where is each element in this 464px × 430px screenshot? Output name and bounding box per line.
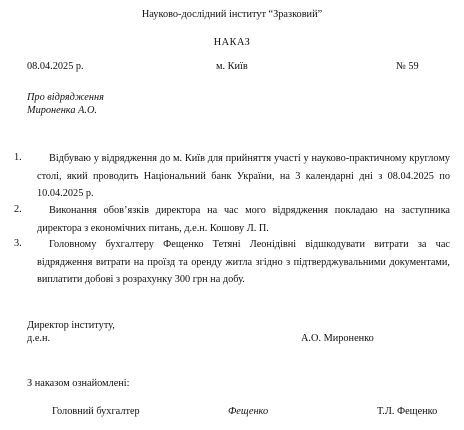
acknowledged-role: Головний бухгалтер [52, 406, 140, 417]
item-text: Головному бухгалтеру Фещенко Тетяні Леонідівні відшкодувати витрати за час відрядження витрати на проїзд та оренду житла згідно з підтверджувальними документами, виплатити добові з розрахунку 300 грн на добу. [37, 239, 450, 285]
signer-name: А.О. Мироненко [301, 333, 374, 344]
item-number: 1. [14, 152, 22, 163]
item-number: 3. [14, 238, 22, 249]
institute-name: Науково-дослідний інститут “Зразковий” [141, 9, 323, 20]
item-text: Відбуваю у відрядження до м. Київ для прийняття участі у науково-практичному круглому столі, який проводить Національний банк України, на 3 календарні дні з 08.04.2025 по 10.04.2025 р. [37, 153, 450, 199]
acknowledged-name: Т.Л. Фещенко [377, 406, 438, 417]
signer-degree: д.е.н. [27, 333, 51, 344]
document-title: НАКАЗ [213, 37, 251, 48]
item-number: 2. [14, 204, 22, 215]
item-text: Виконання обов’язків директора на час мого відрядження покладаю на заступника директора з економічних питань, д.е.н. Кошову Л. П. [37, 205, 450, 234]
subject-line-1: Про відрядження [27, 92, 104, 103]
acknowledged-heading: З наказом ознайомлені: [27, 378, 130, 389]
order-date: 08.04.2025 р. [27, 61, 84, 72]
order-city: м. Київ [216, 61, 248, 72]
acknowledged-signature: Фещенко [228, 406, 269, 417]
subject-line-2: Мироненка А.О. [27, 105, 97, 116]
order-number: № 59 [396, 61, 419, 72]
signer-position: Директор інституту, [27, 320, 115, 331]
